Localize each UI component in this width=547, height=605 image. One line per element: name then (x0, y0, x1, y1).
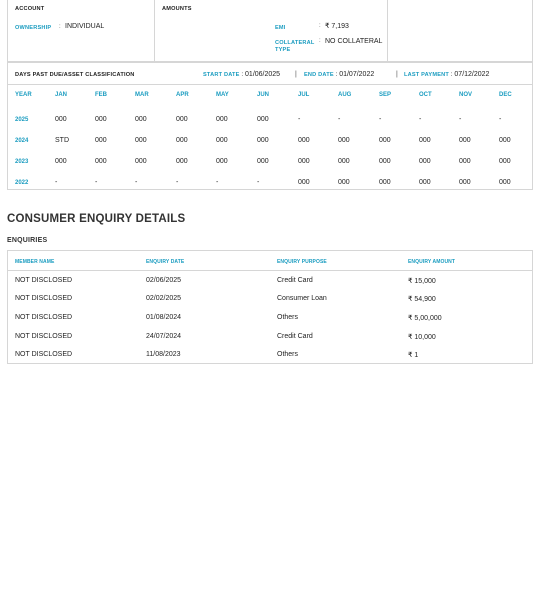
dpd-cell: 000 (55, 116, 67, 123)
collateral-label-line2: TYPE (275, 47, 291, 53)
dpd-cell: 000 (176, 116, 188, 123)
enquiry-purpose: Credit Card (277, 277, 313, 284)
ownership-value: INDIVIDUAL (65, 23, 105, 30)
meta-divider: | (295, 71, 297, 78)
start-date-label: START DATE (203, 72, 240, 78)
dpd-column-header: YEAR (15, 92, 32, 98)
dpd-column-header: NOV (459, 92, 473, 98)
dpd-title: DAYS PAST DUE/ASSET CLASSIFICATION (15, 72, 135, 78)
dpd-cell: - (499, 116, 502, 123)
emi-colon: : (319, 23, 321, 29)
dpd-cell: - (419, 116, 422, 123)
enquiry-header-row (8, 251, 532, 271)
dpd-cell: 000 (216, 137, 228, 144)
dpd-cell: 000 (257, 158, 269, 165)
header-member-name: MEMBER NAME (15, 259, 55, 265)
dpd-cell: - (95, 179, 98, 186)
dpd-cell: 000 (379, 158, 391, 165)
dpd-cell: 000 (298, 179, 310, 186)
enquiry-purpose: Consumer Loan (277, 295, 327, 302)
ownership-colon: : (59, 24, 61, 30)
dpd-column-header: SEP (379, 92, 392, 98)
start-date-value: 01/06/2025 (245, 71, 281, 78)
last-payment-value: 07/12/2022 (454, 71, 490, 78)
dpd-column-header: APR (176, 92, 189, 98)
collateral-label: COLLATERAL (275, 40, 315, 46)
dpd-column-header: FEB (95, 92, 107, 98)
start-date: START DATE : 01/06/2025 (203, 71, 281, 78)
dpd-cell: 000 (257, 137, 269, 144)
enquiry-amount: ₹ 5,00,000 (408, 315, 442, 322)
dpd-cell: - (216, 179, 219, 186)
dpd-cell: 000 (499, 137, 511, 144)
enquiry-date: 11/08/2023 (146, 351, 181, 358)
dpd-row-year: 2024 (15, 138, 29, 144)
enquiry-amount: ₹ 15,000 (408, 278, 436, 285)
dpd-column-header: OCT (419, 92, 432, 98)
dpd-cell: 000 (135, 116, 147, 123)
dpd-cell: 000 (257, 116, 269, 123)
collateral-value: NO COLLATERAL (325, 38, 383, 45)
end-date-label: END DATE (304, 72, 334, 78)
dpd-cell: 000 (499, 158, 511, 165)
end-date: END DATE : 01/07/2022 (304, 71, 375, 78)
dpd-cell: 000 (459, 158, 471, 165)
dpd-cell: 000 (55, 158, 67, 165)
dpd-cell: 000 (338, 137, 350, 144)
enquiry-date: 02/06/2025 (146, 277, 182, 284)
dpd-column-header: MAY (216, 92, 229, 98)
dpd-cell: - (459, 116, 462, 123)
enquiry-purpose: Others (277, 351, 299, 358)
dpd-cell: 000 (95, 158, 107, 165)
dpd-column-header: AUG (338, 92, 352, 98)
dpd-cell: 000 (459, 137, 471, 144)
enquiries-subtitle: ENQUIRIES (7, 237, 48, 244)
header-enquiry-date: ENQUIRY DATE (146, 259, 185, 265)
dpd-cell: - (338, 116, 341, 123)
dpd-column-header: JUL (298, 92, 310, 98)
dpd-cell: 000 (135, 137, 147, 144)
enquiry-date: 24/07/2024 (146, 333, 182, 340)
dpd-cell: 000 (95, 116, 107, 123)
dpd-cell: STD (55, 137, 69, 144)
dpd-cell: 000 (459, 179, 471, 186)
dpd-row-year: 2025 (15, 117, 29, 123)
dpd-cell: 000 (499, 179, 511, 186)
enquiry-amount: ₹ 1 (408, 352, 419, 359)
enquiry-member-name: NOT DISCLOSED (15, 333, 73, 340)
enquiry-member-name: NOT DISCLOSED (15, 314, 73, 321)
account-summary-box (7, 0, 533, 62)
dpd-column-header: JUN (257, 92, 270, 98)
dpd-column-header: JAN (55, 92, 68, 98)
enquiry-member-name: NOT DISCLOSED (15, 295, 73, 302)
dpd-cell: 000 (419, 158, 431, 165)
meta-divider: | (396, 71, 398, 78)
dpd-cell: - (379, 116, 382, 123)
dpd-cell: 000 (216, 158, 228, 165)
header-enquiry-purpose: ENQUIRY PURPOSE (277, 259, 327, 265)
enquiry-date: 02/02/2025 (146, 295, 182, 302)
collateral-colon: : (319, 38, 321, 44)
dpd-cell: 000 (338, 158, 350, 165)
emi-value: ₹ 7,193 (325, 23, 349, 30)
dpd-row-year: 2023 (15, 159, 29, 165)
dpd-cell: 000 (176, 158, 188, 165)
dpd-cell: 000 (298, 158, 310, 165)
last-payment: LAST PAYMENT : 07/12/2022 (404, 71, 490, 78)
dpd-cell: 000 (216, 116, 228, 123)
ownership-label: OWNERSHIP (15, 25, 52, 31)
dpd-column-header: DEC (499, 92, 512, 98)
account-column (8, 0, 154, 62)
enquiry-date: 01/08/2024 (146, 314, 182, 321)
dpd-cell: 000 (379, 137, 391, 144)
dpd-cell: 000 (379, 179, 391, 186)
emi-label: EMI (275, 25, 286, 31)
enquiry-purpose: Others (277, 314, 299, 321)
dpd-cell: 000 (135, 158, 147, 165)
enquiry-amount: ₹ 10,000 (408, 334, 436, 341)
dpd-cell: 000 (419, 179, 431, 186)
dpd-cell: 000 (419, 137, 431, 144)
amounts-heading: AMOUNTS (162, 6, 192, 12)
enquiry-section-title: CONSUMER ENQUIRY DETAILS (7, 213, 186, 225)
dpd-cell: - (135, 179, 138, 186)
enquiry-member-name: NOT DISCLOSED (15, 351, 73, 358)
dpd-cell: - (55, 179, 58, 186)
dpd-cell: - (176, 179, 179, 186)
enquiry-table (7, 250, 533, 364)
enquiry-member-name: NOT DISCLOSED (15, 277, 73, 284)
dpd-cell: - (298, 116, 301, 123)
dpd-column-header: MAR (135, 92, 149, 98)
header-enquiry-amount: ENQUIRY AMOUNT (408, 259, 456, 265)
dpd-header (8, 63, 532, 85)
amounts-column (154, 0, 388, 62)
dpd-cell: 000 (95, 137, 107, 144)
dpd-cell: 000 (176, 137, 188, 144)
dpd-cell: - (257, 179, 260, 186)
enquiry-purpose: Credit Card (277, 333, 313, 340)
dpd-cell: 000 (338, 179, 350, 186)
last-payment-label: LAST PAYMENT (404, 72, 449, 78)
end-date-value: 01/07/2022 (339, 71, 375, 78)
enquiry-amount: ₹ 54,900 (408, 296, 436, 303)
account-heading: ACCOUNT (15, 6, 45, 12)
dpd-cell: 000 (298, 137, 310, 144)
dpd-row-year: 2022 (15, 180, 29, 186)
dpd-table-box (7, 62, 533, 190)
